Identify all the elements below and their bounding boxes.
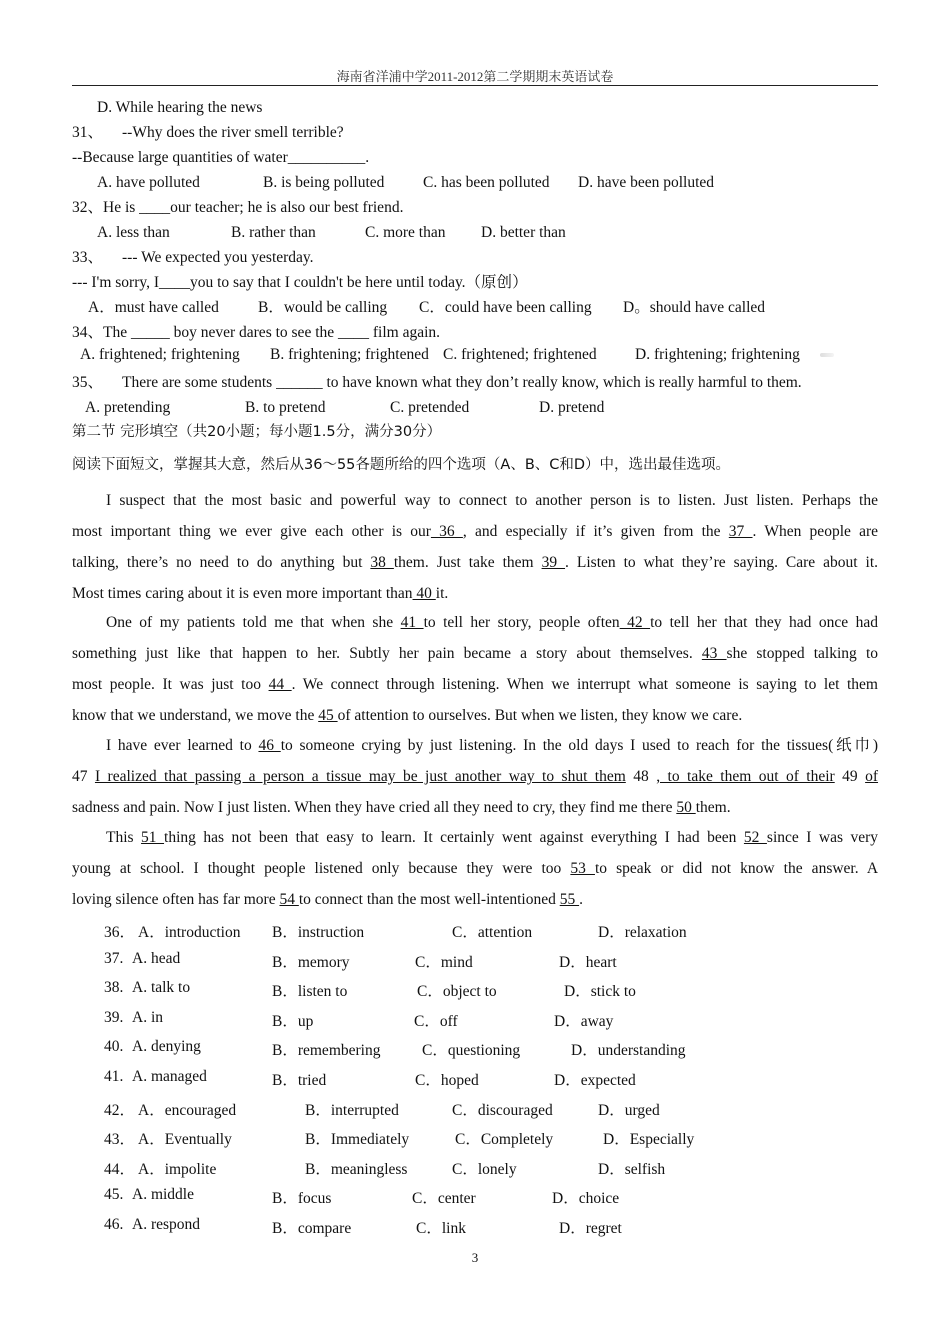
choice-option-d: D．understanding (571, 1042, 686, 1060)
passage-text: to someone crying by just listening. In the old days I used to reach for the tissues(纸巾) (280, 737, 879, 754)
passage-text: she stopped talking to (726, 645, 878, 662)
q33-option-a: A．must have called (88, 299, 219, 316)
passage-text: to connect than the most well-intentioned (298, 891, 560, 908)
blank: 40 (412, 585, 436, 602)
choice-number: 41. (104, 1068, 124, 1085)
q34-option-d: D. frightening; frightening (635, 346, 800, 363)
q33-number: 33、 (72, 249, 104, 266)
choice-option-b: B．meaningless (305, 1160, 408, 1178)
blank: 42 (619, 614, 651, 631)
choice-number: 39. (104, 1008, 124, 1026)
choice-option-c: C．center (412, 1190, 476, 1208)
choice-option-d: D．selfish (598, 1160, 666, 1178)
blank: 44 (268, 676, 292, 693)
passage-text: . (579, 891, 583, 908)
choice-number: 37. (104, 949, 124, 967)
q32-option-c: C. more than (365, 224, 446, 241)
passage-line (72, 853, 878, 884)
choice-option-d: D．urged (598, 1101, 660, 1119)
choice-option-c: C．discouraged (452, 1101, 553, 1119)
choice-option-d: D．heart (559, 953, 617, 971)
q34-option-c: C. frightened; frightened (443, 346, 597, 363)
choice-number: 43． (104, 1131, 136, 1149)
passage-paragraph-3 (72, 730, 878, 823)
q35-stem-text: There are some students ______ to have known what they don’t really know, which is really harmful to them. (122, 374, 802, 391)
q31-number: 31、 (72, 124, 104, 141)
choice-option-a: A. talk to (132, 979, 191, 997)
choice-option-c: C．mind (415, 953, 473, 971)
passage-text: loving silence often has far more (72, 891, 280, 908)
blank: 43 (701, 645, 727, 662)
choice-option-c: C．object to (417, 983, 497, 1001)
choice-option-a: A．Eventually (138, 1131, 232, 1149)
choice-option-c: C．questioning (422, 1042, 521, 1060)
choice-option-a: A．encouraged (138, 1101, 237, 1119)
q35-option-b: B. to pretend (245, 399, 326, 416)
blank: , to take them out of their (656, 768, 835, 785)
blank: 50 (676, 799, 696, 816)
choice-option-b: B．interrupted (305, 1101, 399, 1119)
q33-stem-answer: --- I'm sorry, I____you to say that I couldn't be here until today.（原创） (72, 274, 528, 291)
choice-option-b: B．memory (272, 953, 350, 971)
q33-option-c: C．could have been calling (419, 299, 592, 316)
q35-number: 35、 (72, 374, 104, 391)
passage-text: This (106, 829, 142, 846)
q32-option-a: A. less than (97, 224, 170, 241)
blank: 51 (141, 829, 165, 846)
passage-text: them. (695, 799, 731, 816)
q35-stem (72, 373, 802, 393)
header-rule (72, 85, 878, 86)
passage-text: to tell her that they had once had (650, 614, 879, 631)
q33-option-b: B．would be calling (258, 299, 388, 316)
passage-text: young at school. I thought people listened only because they were too (72, 860, 571, 877)
choice-option-a: A. managed (132, 1068, 207, 1085)
passage-line (72, 761, 878, 792)
choice-number: 38. (104, 979, 124, 997)
choice-option-c: C．attention (452, 924, 533, 941)
blank: 36 (430, 523, 463, 540)
passage-text: since I was very (766, 829, 879, 846)
passage-line (72, 730, 878, 761)
blank: 41 (400, 614, 424, 631)
choice-option-d: D．regret (559, 1220, 622, 1237)
choice-option-a: A．impolite (138, 1160, 217, 1178)
section2-title: 第二节 完形填空（共20小题；每小题1.5分，满分30分） (72, 424, 442, 440)
passage-text: . When people are (752, 523, 879, 540)
blank: 55 (559, 891, 580, 908)
passage-text: talking, there’s no need to do anything but (72, 554, 371, 571)
passage-line (72, 669, 878, 700)
choice-option-a: A. respond (132, 1216, 201, 1233)
passage-text: I have ever learned to (106, 737, 259, 754)
blank: 38 (370, 554, 394, 571)
q34-option-b: B. frightening; frightened (270, 346, 429, 363)
passage-line (72, 638, 878, 669)
q32-option-d: D. better than (481, 224, 566, 241)
choice-number: 40. (104, 1038, 124, 1056)
scan-mark (820, 353, 834, 357)
blank: I realized that passing a person a tissue may be just another way to shut them (94, 768, 626, 785)
passage-text: 48 (625, 768, 657, 785)
passage-text: know that we understand, we move the (72, 707, 319, 724)
choice-option-c: C．off (414, 1012, 458, 1030)
q32-option-b: B. rather than (231, 224, 316, 241)
choice-option-d: D．choice (552, 1190, 620, 1208)
choice-option-c: C．link (416, 1220, 466, 1237)
q30-option-d: D. While hearing the news (97, 99, 263, 116)
passage-paragraph-2 (72, 607, 878, 731)
page-header: 海南省洋浦中学2011-2012第二学期期末英语试卷 (336, 69, 614, 84)
passage-text: I suspect that the most basic and powerful way to connect to another person is to listen. Just listen. Perhaps the (106, 492, 878, 509)
blank: 54 (279, 891, 299, 908)
q31-option-c: C. has been polluted (423, 174, 550, 191)
passage-text: 49 (834, 768, 866, 785)
q33-stem-text: --- We expected you yesterday. (122, 249, 314, 266)
passage-line (72, 578, 878, 609)
blank: 37 (728, 523, 753, 540)
q33-stem (72, 248, 314, 268)
choice-number: 44． (104, 1160, 136, 1178)
choice-option-b: B．remembering (272, 1042, 381, 1060)
choice-number: 36． (104, 924, 136, 941)
passage-text: to tell her story, people often (423, 614, 620, 631)
choice-option-d: D．stick to (564, 983, 636, 1001)
passage-line (72, 607, 878, 638)
passage-line (72, 547, 878, 578)
q34-stem: 34、The _____ boy never dares to see the ____ film again. (72, 324, 441, 341)
q35-option-c: C. pretended (390, 399, 470, 416)
q35-option-a: A. pretending (85, 399, 171, 416)
q35-option-d: D. pretend (539, 399, 605, 416)
choice-option-d: D．away (554, 1012, 614, 1030)
q32-stem: 32、He is ____our teacher; he is also our best friend. (72, 199, 404, 216)
passage-line (72, 485, 878, 516)
choice-number: 46. (104, 1216, 124, 1233)
passage-text: most important thing we ever give each other is our (72, 523, 431, 540)
passage-line (72, 884, 878, 915)
choice-option-d: D．expected (554, 1072, 636, 1089)
choice-option-c: C．hoped (415, 1072, 479, 1089)
passage-text: thing has not been that easy to learn. It certainly went against everything I had been (164, 829, 744, 846)
passage-text: of attention to ourselves. But when we listen, they know we care. (337, 707, 743, 724)
q31-stem (72, 123, 344, 143)
choice-option-d: D．Especially (603, 1131, 695, 1149)
passage-line (72, 700, 878, 731)
choice-option-a: A. in (132, 1008, 163, 1026)
page-number: 3 (471, 1250, 479, 1265)
choice-option-c: C．Completely (455, 1131, 554, 1149)
choice-option-b: B．up (272, 1012, 314, 1030)
choice-option-b: B．instruction (272, 924, 365, 941)
choice-option-b: B．compare (272, 1220, 352, 1237)
choice-option-b: B．focus (272, 1190, 332, 1208)
passage-text: . We connect through listening. When we interrupt what someone is saying to let them (291, 676, 878, 693)
blank: of (865, 768, 879, 785)
choice-option-a: A. middle (132, 1186, 194, 1204)
passage-text: it. (435, 585, 449, 602)
section2-instruction: 阅读下面短文，掌握其大意，然后从36～55各题所给的四个选项（A、B、C和D）中，选出最佳选项。 (72, 457, 731, 473)
choice-option-d: D．relaxation (598, 924, 687, 941)
blank: 53 (570, 860, 595, 877)
choice-option-b: B．listen to (272, 983, 348, 1001)
choice-option-a: A. head (132, 949, 181, 967)
passage-paragraph-4 (72, 822, 878, 915)
passage-text: Most times caring about it is even more important than (72, 585, 413, 602)
blank: 45 (318, 707, 338, 724)
blank: 52 (743, 829, 767, 846)
passage-text: . Listen to what they’re saying. Care about it. (565, 554, 879, 571)
passage-line (72, 516, 878, 547)
choice-option-c: C．lonely (452, 1160, 517, 1178)
q31-option-d: D. have been polluted (578, 174, 715, 191)
passage-text: sadness and pain. Now I just listen. When they have cried all they need to cry, they find me there (72, 799, 677, 816)
passage-text: most people. It was just too (72, 676, 269, 693)
passage-text: , and especially if it’s given from the (462, 523, 729, 540)
passage-text: One of my patients told me that when she (106, 614, 401, 631)
choice-option-b: B．Immediately (305, 1131, 410, 1149)
choice-option-a: A. denying (132, 1038, 201, 1056)
passage-text: to speak or did not know the answer. A (594, 860, 879, 877)
passage-paragraph-1 (72, 485, 878, 609)
q31-stem-answer: --Because large quantities of water__________. (72, 149, 370, 166)
passage-text: them. Just take them (393, 554, 542, 571)
choice-option-a: A．introduction (138, 924, 241, 941)
q31-stem-text: --Why does the river smell terrible? (122, 124, 344, 141)
blank: 46 (258, 737, 281, 754)
passage-line (72, 792, 878, 823)
passage-text: 47 (72, 768, 95, 785)
choice-number: 45. (104, 1186, 124, 1204)
q33-option-d: D。should have called (623, 299, 766, 316)
passage-line (72, 822, 878, 853)
q34-option-a: A. frightened; frightening (80, 346, 240, 363)
passage-text: something just like that happen to her. Subtly her pain became a story about themselves. (72, 645, 702, 662)
choice-option-b: B．tried (272, 1072, 327, 1089)
q31-option-a: A. have polluted (97, 174, 200, 191)
blank: 39 (541, 554, 566, 571)
choice-number: 42． (104, 1101, 136, 1119)
q31-option-b: B. is being polluted (263, 174, 385, 191)
